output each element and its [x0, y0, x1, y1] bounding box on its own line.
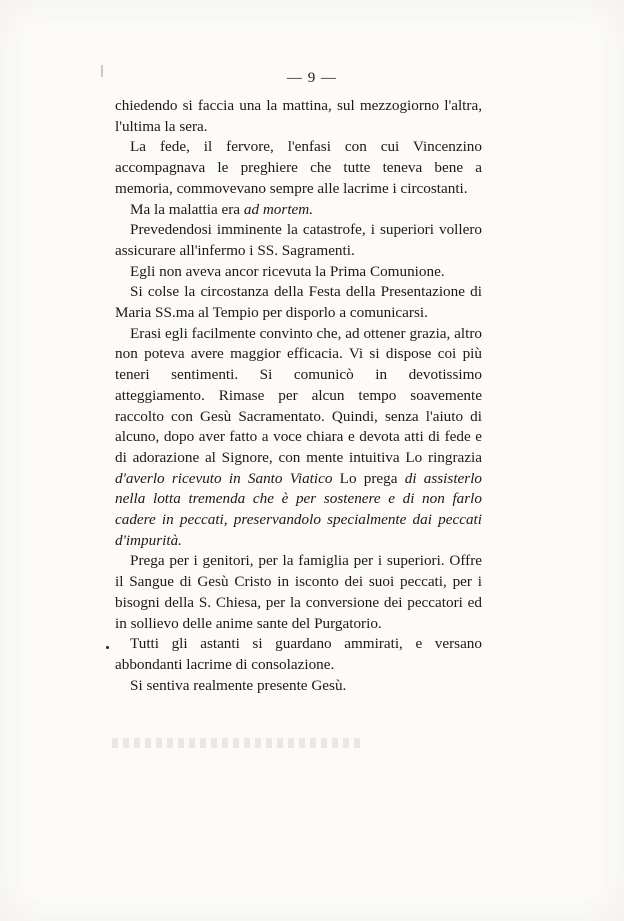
paragraph	[115, 634, 482, 675]
paragraph	[115, 137, 482, 199]
page-number: — 9 —	[287, 70, 337, 86]
paragraph	[115, 282, 482, 323]
text-run: Tutti gli astanti si guardano ammirati, e versano abbondanti lacrime di consolazione.	[115, 635, 482, 673]
text-run: Erasi egli facilmente convinto che, ad ottener grazia, altro non poteva avere maggior efficacia. Vi si dispose coi più teneri sentimenti. Si comunicò in devotissimo atteggiamento. Rimase per alcun tempo soavemente raccolto con Gesù Sacramentato. Quindi, senza l'aiuto di alcuno, dopo aver fatto a voce chiara e devota atti di fede e di adorazione al Signore, con mente intuitiva Lo ringrazia	[115, 324, 482, 466]
ink-dot	[106, 646, 109, 649]
body-text	[115, 96, 482, 696]
text-run: chiedendo si faccia una la mattina, sul mezzogiorno l'altra, l'ultima la sera.	[115, 97, 482, 135]
paragraph	[115, 262, 482, 283]
paragraph	[115, 96, 482, 137]
paragraph	[115, 324, 482, 552]
paragraph	[115, 220, 482, 261]
italic-run: di assisterlo nella lotta tremenda che è per sostenere e di non farlo cadere in peccati, preservandolo specialmente dai peccati d'impurità.	[115, 469, 483, 549]
text-run: Prega per i genitori, per la famiglia per i superiori. Offre il Sangue di Gesù Cristo in isconto dei suoi peccati, per i bisogni della S. Chiesa, per la conversione dei peccatori ed in sollievo delle anime sante del Purgatorio.	[115, 552, 482, 632]
text-run: Ma la malattia era	[130, 200, 244, 218]
text-run: Si colse la circostanza della Festa della Presentazione di Maria SS.ma al Tempio per disporlo a comunicarsi.	[115, 283, 482, 322]
text-run: La fede, il fervore, l'enfasi con cui Vincenzino accompagnava le preghiere che tutte teneva bene a memoria, commovevano sempre alle lacrime i circostanti.	[115, 138, 482, 197]
italic-run: d'averlo ricevuto in Santo Viatico	[115, 469, 333, 487]
text-run: Prevedendosi imminente la catastrofe, i superiori vollero assicurare all'infermo i SS. Sagramenti.	[115, 221, 482, 259]
paragraph	[115, 200, 482, 221]
show-through-text	[112, 738, 362, 748]
italic-run: ad mortem.	[243, 200, 314, 218]
text-run: Egli non aveva ancor ricevuta la Prima Comunione.	[130, 262, 445, 280]
text-run: Lo prega	[332, 469, 405, 487]
paragraph	[115, 676, 482, 697]
paragraph	[115, 551, 482, 634]
text-run: Si sentiva realmente presente Gesù.	[130, 676, 347, 694]
